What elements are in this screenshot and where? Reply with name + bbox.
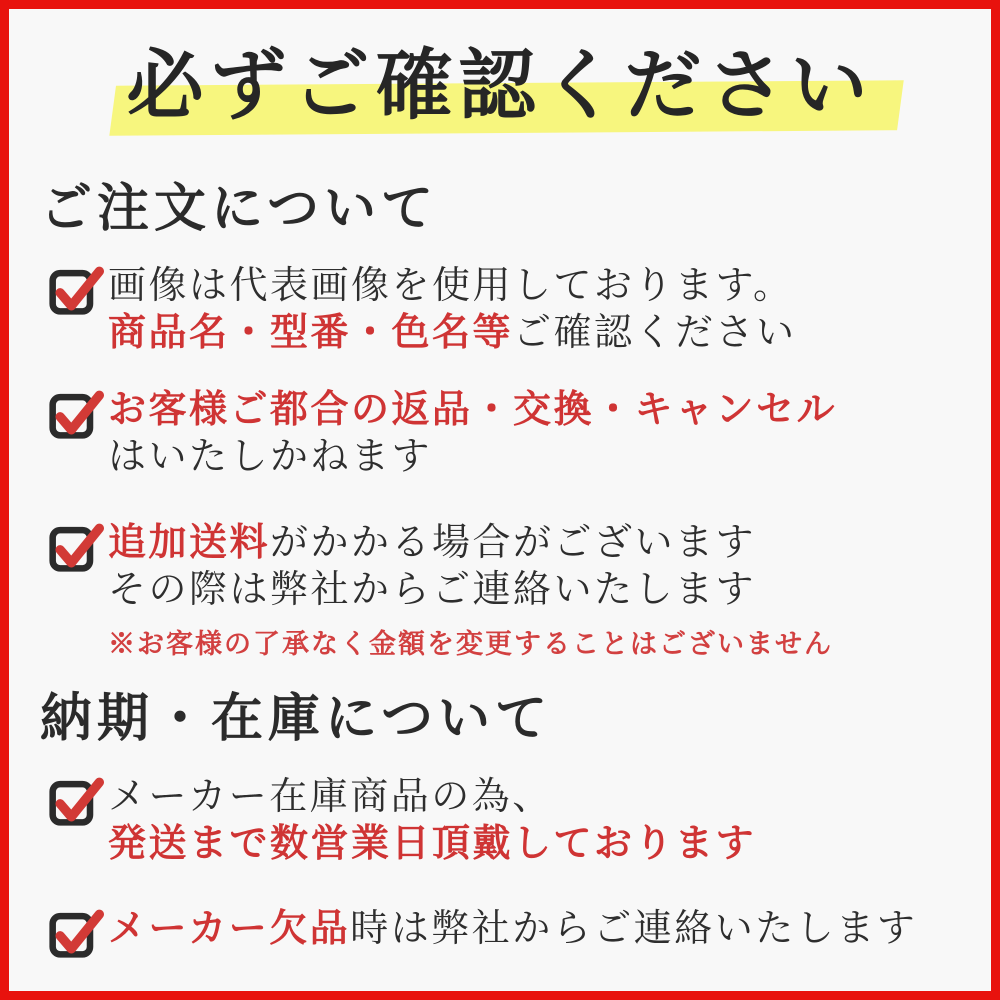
checkbox-checked-icon — [48, 385, 104, 441]
list-item — [48, 387, 966, 481]
item-text — [108, 906, 917, 953]
checkbox-checked-icon — [48, 772, 104, 828]
item-text-segment-emphasis: 発送まで数営業日頂戴しております — [108, 822, 757, 865]
checkbox-checked-icon — [48, 518, 104, 574]
item-text — [108, 387, 837, 481]
item-text-segment: はいたしかねます — [108, 436, 433, 479]
item-text-segment: 時は弊社からご連絡いたします — [350, 908, 918, 951]
item-text-segment-emphasis: お客様ご都合の返品・交換・キャンセル — [108, 389, 838, 432]
item-line — [108, 821, 756, 868]
page-title-label: 必ずご確認ください — [126, 43, 874, 129]
section-heading-stock: 納期・在庫について — [40, 691, 552, 749]
item-line — [108, 906, 917, 953]
notice-content — [0, 180, 1000, 961]
page-title-text — [127, 42, 874, 131]
checkbox-checked-icon — [48, 904, 104, 960]
item-text-segment: その際は弊社からご連絡いたします — [108, 568, 757, 611]
title-area — [0, 0, 1000, 131]
list-item — [48, 263, 966, 357]
item-note: ※お客様の了承なく金額を変更することはございません — [108, 628, 833, 659]
item-line — [108, 387, 837, 434]
checkbox-checked-icon — [48, 261, 104, 317]
item-text-segment-emphasis: メーカー欠品 — [108, 908, 351, 951]
list-item — [48, 774, 966, 868]
list-item — [48, 906, 966, 960]
list-item — [48, 520, 966, 662]
item-text-segment-emphasis: 追加送料 — [108, 521, 271, 564]
item-line — [108, 520, 833, 567]
page-title — [0, 42, 1000, 131]
item-text — [108, 520, 833, 662]
item-text-segment-emphasis: 商品名・型番・色名等 — [108, 312, 514, 355]
item-text-segment: 画像は代表画像を使用しております。 — [108, 265, 794, 308]
item-line — [108, 567, 833, 614]
item-line — [108, 263, 797, 310]
item-text-segment: メーカー在庫商品の為、 — [108, 775, 553, 818]
section-heading-order: ご注文について — [40, 180, 438, 238]
item-text-segment: がかかる場合がございます — [270, 521, 757, 564]
item-text — [108, 774, 756, 868]
item-line — [108, 434, 837, 481]
item-line — [108, 310, 797, 357]
item-line — [108, 774, 756, 821]
item-text-segment: ご確認ください — [513, 312, 797, 355]
item-text — [108, 263, 797, 357]
